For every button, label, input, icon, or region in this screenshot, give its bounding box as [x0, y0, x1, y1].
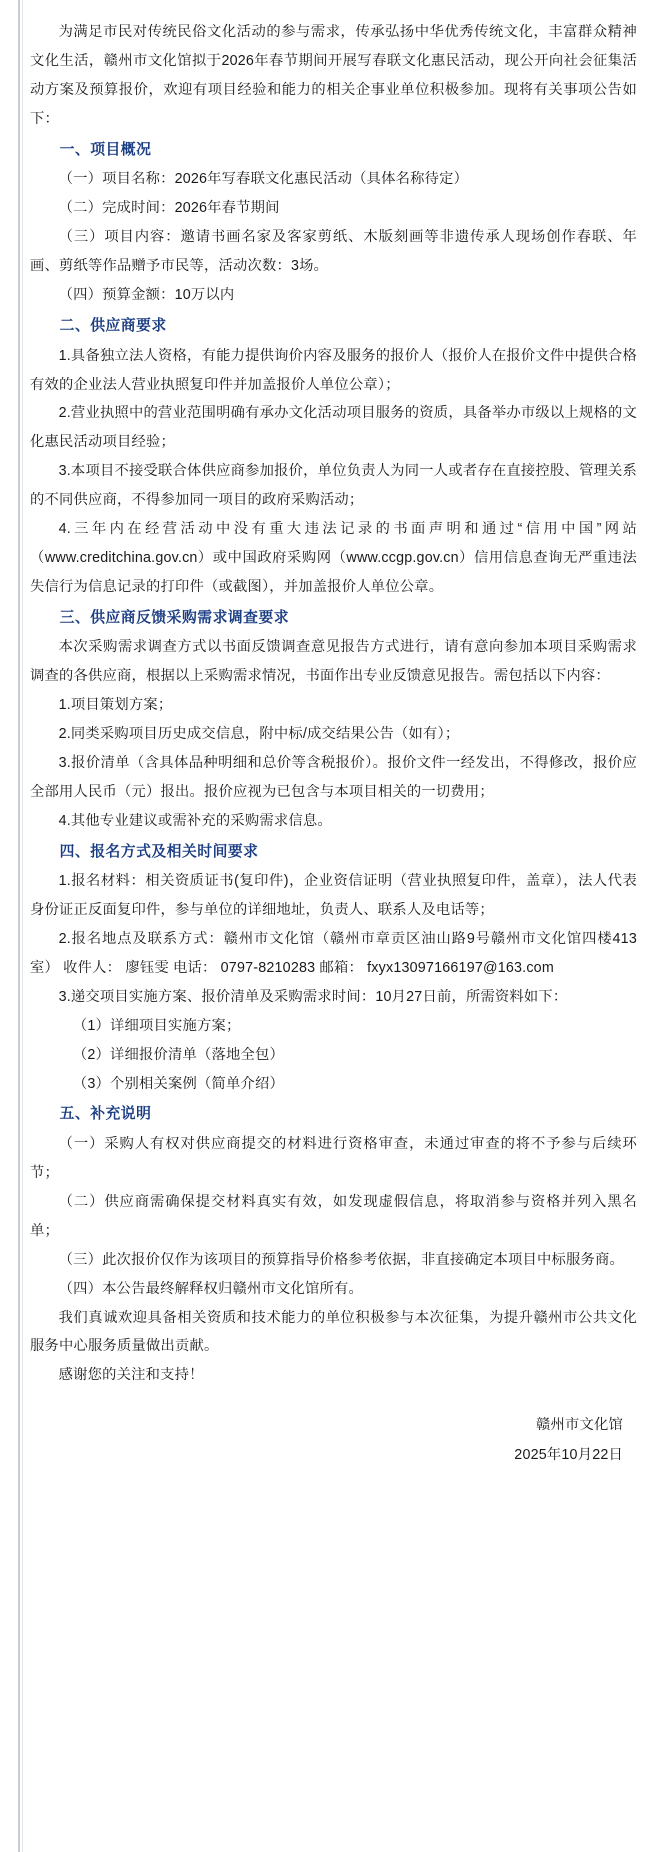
- document-body: [30, 18, 637, 1470]
- intro-paragraph: 为满足市民对传统民俗文化活动的参与需求，传承弘扬中华优秀传统文化，丰富群众精神文化生活，赣州市文化馆拟于2026年春节期间开展写春联文化惠民活动，现公开向社会征集活动方案及预算报价，欢迎有项目经验和能力的相关企事业单位积极参加。现将有关事项公告如下：: [30, 24, 637, 127]
- section-2-paragraph-1: 1.具备独立法人资格，有能力提供询价内容及服务的报价人（报价人在报价文件中提供合格有效的企业法人营业执照复印件并加盖报价人单位公章）；: [30, 347, 637, 393]
- section-1-paragraph-2: （二）完成时间：2026年春节期间: [58, 200, 280, 217]
- section-heading-1: 一、项目概况: [59, 141, 152, 158]
- section-2-paragraph-3: 3.本项目不接受联合体供应商参加报价，单位负责人为同一人或者存在直接控股、管理关系的不同供应商，不得参加同一项目的政府采购活动；: [30, 463, 637, 508]
- section-4-item-1: （1）详细项目实施方案；: [72, 1017, 241, 1034]
- section-2-paragraph-4: 4.三年内在经营活动中没有重大违法记录的书面声明和通过“信用中国”网站（www.creditchina.gov.cn）或中国政府采购网（www.ccgp.gov.cn）信用信息查询无严重违法失信行为信息记录的打印件（或截图），并加盖报价人单位公章。: [30, 520, 637, 595]
- section-3-paragraph-5: 4.其他专业建议或需补充的采购需求信息。: [58, 812, 332, 829]
- section-heading-3: 三、供应商反馈采购需求调查要求: [59, 609, 290, 626]
- section-4-paragraph-1: 1.报名材料：相关资质证书(复印件)，企业资信证明（营业执照复印件，盖章），法人代表身份证正反面复印件，参与单位的详细地址，负责人、联系人及电话等；: [30, 873, 637, 919]
- section-4-item-2: （2）详细报价清单（落地全包）: [72, 1046, 284, 1063]
- section-1-paragraph-3: （三）项目内容：邀请书画名家及客家剪纸、木版刻画等非遗传承人现场创作春联、年画、剪纸等作品赠予市民等，活动次数：3场。: [30, 229, 637, 274]
- section-5-paragraph-4: （四）本公告最终解释权归赣州市文化馆所有。: [58, 1280, 364, 1297]
- section-4-paragraph-2: 2.报名地点及联系方式：赣州市文化馆（赣州市章贡区油山路9号赣州市文化馆四楼413室） 收件人： 廖钰雯 电话： 0797-8210283 邮箱： fxyx13097166197@163.com: [30, 931, 637, 976]
- section-1-paragraph-1: （一）项目名称：2026年写春联文化惠民活动（具体名称待定）: [58, 171, 469, 188]
- section-3-paragraph-3: 2.同类采购项目历史成交信息，附中标/成交结果公告（如有）；: [58, 726, 460, 742]
- section-3-paragraph-2: 1.项目策划方案；: [58, 697, 173, 714]
- signature-organization: 赣州市文化馆: [536, 1417, 623, 1434]
- section-4-paragraph-3: 3.递交项目实施方案、报价清单及采购需求时间：10月27日前，所需资料如下：: [58, 988, 568, 1005]
- section-heading-4: 四、报名方式及相关时间要求: [59, 843, 259, 860]
- section-5-paragraph-3: （三）此次报价仅作为该项目的预算指导价格参考依据，非直接确定本项目中标服务商。: [58, 1251, 624, 1268]
- closing-paragraph-1: 我们真诚欢迎具备相关资质和技术能力的单位积极参与本次征集，为提升赣州市公共文化服务中心服务质量做出贡献。: [30, 1309, 637, 1355]
- signature-block: [30, 1410, 637, 1470]
- signature-date: 2025年10月22日: [514, 1447, 623, 1464]
- section-5-paragraph-2: （二）供应商需确保提交材料真实有效，如发现虚假信息，将取消参与资格并列入黑名单；: [30, 1194, 637, 1239]
- section-5-paragraph-1: （一）采购人有权对供应商提交的材料进行资格审查，未通过审查的将不予参与后续环节；: [30, 1136, 637, 1182]
- section-2-paragraph-2: 2.营业执照中的营业范围明确有承办文化活动项目服务的资质，具备举办市级以上规格的文化惠民活动项目经验；: [30, 405, 637, 451]
- section-3-paragraph-4: 3.报价清单（含具体品种明细和总价等含税报价）。报价文件一经发出，不得修改，报价应全部用人民币（元）报出。报价应视为已包含与本项目相关的一切费用；: [30, 754, 637, 800]
- section-4-item-3: （3）个别相关案例（简单介绍）: [72, 1075, 284, 1092]
- section-heading-5: 五、补充说明: [59, 1106, 152, 1123]
- closing-paragraph-2: 感谢您的关注和支持！: [58, 1367, 204, 1384]
- section-heading-2: 二、供应商要求: [59, 317, 167, 334]
- section-3-paragraph-1: 本次采购需求调查方式以书面反馈调查意见报告方式进行，请有意向参加本项目采购需求调查的各供应商，根据以上采购需求情况，书面作出专业反馈意见报告。需包括以下内容：: [30, 639, 637, 685]
- section-1-paragraph-4: （四）预算金额：10万以内: [58, 286, 235, 303]
